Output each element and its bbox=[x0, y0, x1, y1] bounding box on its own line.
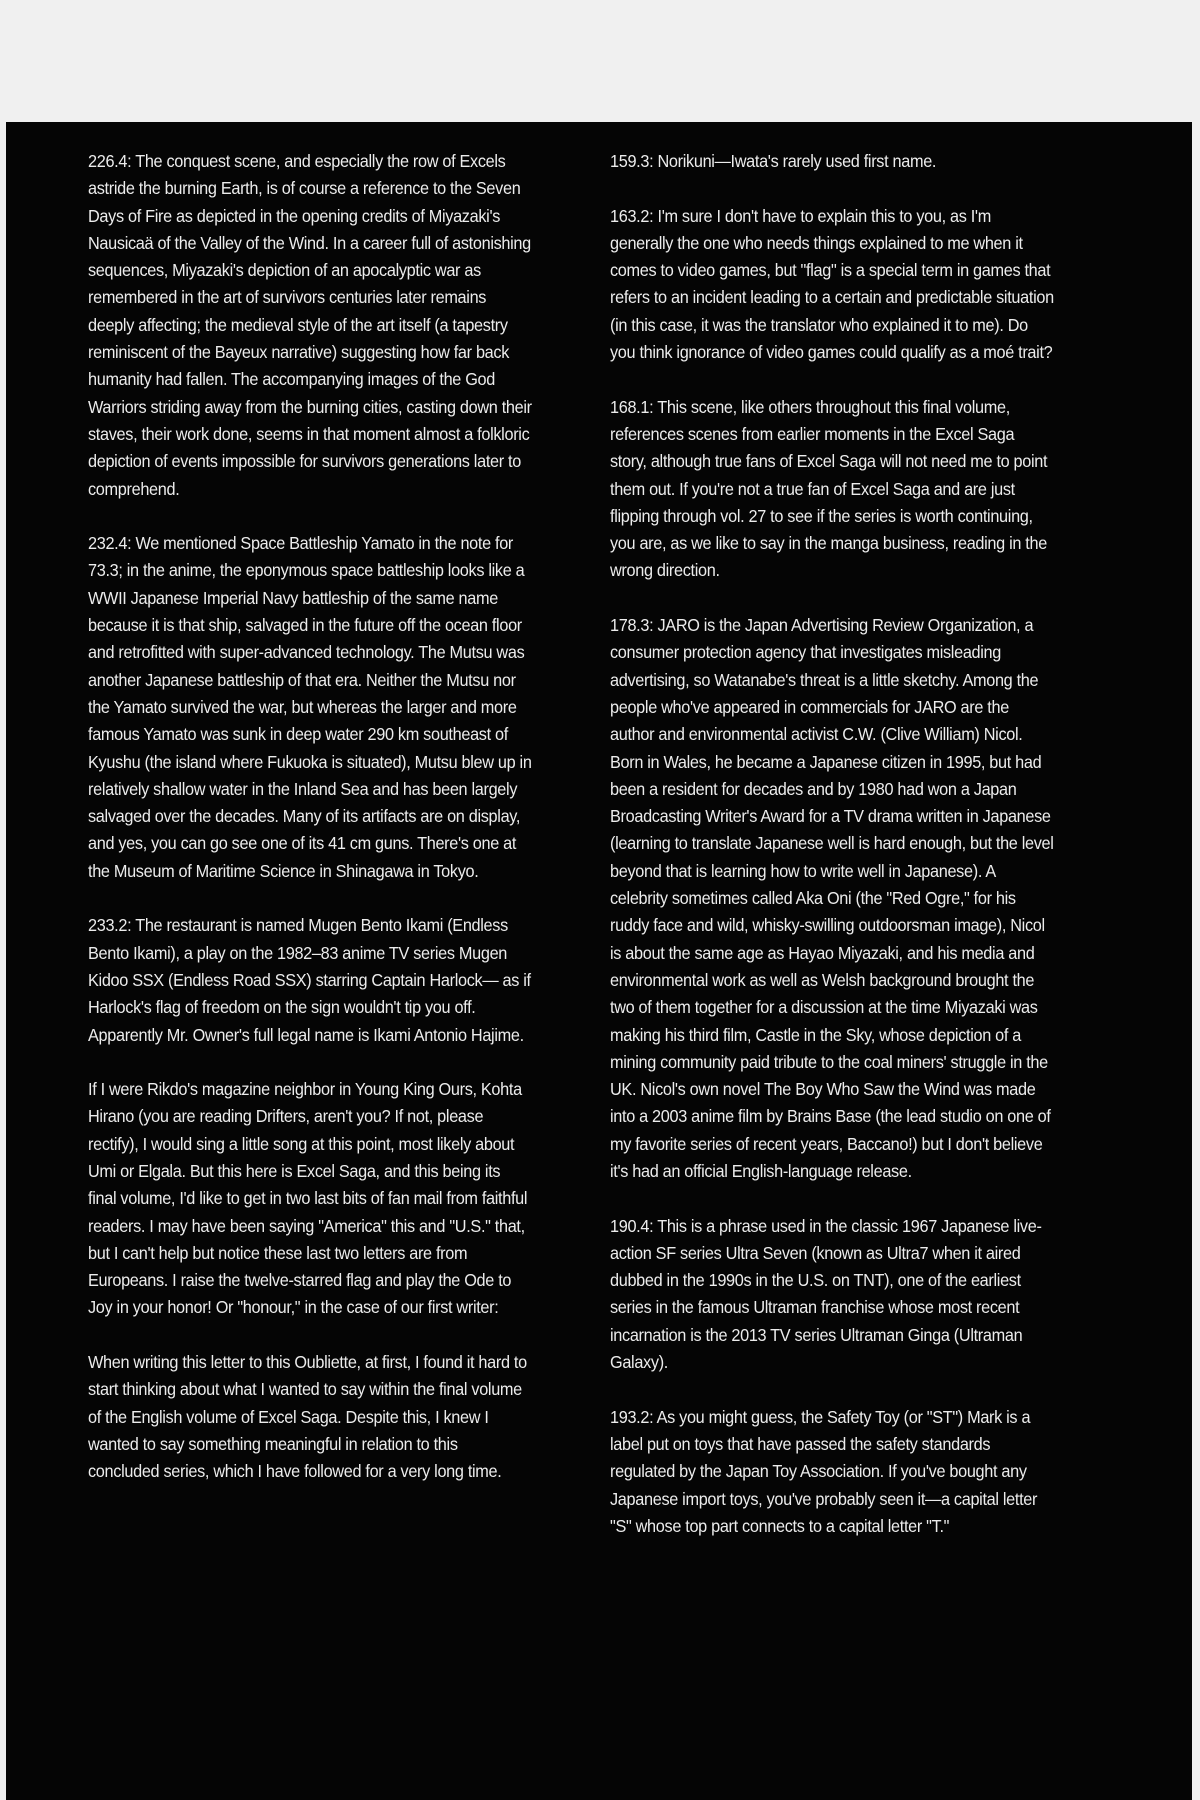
note-text: 232.4: We mentioned Space Battleship Yamato in the note for 73.3; in the anime, the eponymous space battleship looks like a WWII Japanese Imperial Navy battleship of the same name because it is that ship, salvaged in the future off the ocean floor and retrofitted with super-advanced technology. The Mutsu was another Japanese battleship of that era. Neither the Mutsu nor the Yamato survived the war, but whereas the larger and more famous Yamato was sunk in deep water 290 km southeast of Kyushu (the island where Fukuoka is situated), Mutsu blew up in relatively shallow water in the Inland Sea and has been largely salvaged over the decades. Many of its artifacts are on display, and yes, you can go see one of its 41 cm guns. There's one at the Museum of Maritime Science in Shinagawa in Tokyo. bbox=[88, 533, 532, 881]
letters-intro bbox=[88, 1076, 533, 1322]
note-159-3 bbox=[610, 148, 1055, 175]
note-163-2 bbox=[610, 203, 1055, 367]
note-233-2 bbox=[88, 912, 533, 1048]
note-178-3 bbox=[610, 612, 1055, 1185]
right-column bbox=[610, 148, 1055, 1567]
note-text: 226.4: The conquest scene, and especially the row of Excels astride the burning Earth, is of course a reference to the Seven Days of Fire as depicted in the opening credits of Miyazaki's Nausicaä of the Valley of the Wind. In a career full of astonishing sequences, Miyazaki's depiction of an apocalyptic war as remembered in the art of survivors centuries later remains deeply affecting; the medieval style of the art itself (a tapestry reminiscent of the Bayeux narrative) suggesting how far back humanity had fallen. The accompanying images of the God Warriors striding away from the burning cities, casting down their staves, their work done, seems in that moment almost a folkloric depiction of events impossible for survivors generations later to comprehend. bbox=[88, 151, 532, 499]
note-text: 163.2: I'm sure I don't have to explain this to you, as I'm generally the one who needs things explained to me when it comes to video games, but "flag" is a special term in games that refers to an incident leading to a certain and predictable situation (in this case, it was the translator who explained it to me). Do you think ignorance of video games could qualify as a moé trait? bbox=[610, 205, 1054, 363]
note-text: 159.3: Norikuni—Iwata's rarely used first name. bbox=[610, 151, 937, 171]
note-text: 168.1: This scene, like others throughout this final volume, references scenes from earlier moments in the Excel Saga story, although true fans of Excel Saga will not need me to point them out. If you're not a true fan of Excel Saga and are just flipping through vol. 27 to see if the series is worth continuing, you are, as we like to say in the manga business, reading in the wrong direction. bbox=[610, 396, 1048, 581]
note-text: 233.2: The restaurant is named Mugen Bento Ikami (Endless Bento Ikami), a play on the 1982–83 anime TV series Mugen Kidoo SSX (Endless Road SSX) starring Captain Harlock— as if Harlock's flag of freedom on the sign wouldn't tip you off. Apparently Mr. Owner's full legal name is Ikami Antonio Hajime. bbox=[88, 915, 531, 1045]
note-text: If I were Rikdo's magazine neighbor in Young King Ours, Kohta Hirano (you are reading Drifters, aren't you? If not, please rectify), I would sing a little song at this point, most likely about Umi or Elgala. But this here is Excel Saga, and this being its final volume, I'd like to get in two last bits of fan mail from faithful readers. I may have been saying "America" this and "U.S." that, but I can't help but notice these last two letters are from Europeans. I raise the twelve-starred flag and play the Ode to Joy in your honor! Or "honour," in the case of our first writer: bbox=[88, 1079, 528, 1318]
note-text: When writing this letter to this Oubliette, at first, I found it hard to start thinking about what I wanted to say within the final volume of the English volume of Excel Saga. Despite this, I knew I wanted to say something meaningful in relation to this concluded series, which I have followed for a very long time. bbox=[88, 1352, 527, 1482]
note-168-1 bbox=[610, 394, 1055, 585]
note-232-4 bbox=[88, 530, 533, 885]
note-text: 178.3: JARO is the Japan Advertising Review Organization, a consumer protection agency that investigates misleading advertising, so Watanabe's threat is a little sketchy. Among the people who've appeared in commercials for JARO are the author and environmental activist C.W. (Clive William) Nicol. Born in Wales, he became a Japanese citizen in 1995, but had been a resident for decades and by 1980 had won a Japan Broadcasting Writer's Award for a TV drama written in Japanese (learning to translate Japanese well is hard enough, but the level beyond that is learning how to write well in Japanese). A celebrity sometimes called Aka Oni (the "Red Ogre," for his ruddy face and wild, whisky-swilling outdoorsman image), Nicol is about the same age as Hayao Miyazaki, and his media and environmental work as well as Welsh background brought the two of them together for a discussion at the time Miyazaki was making his third film, Castle in the Sky, whose depiction of a mining community paid tribute to the coal miners' struggle in the UK. Nicol's own novel The Boy Who Saw the Wind was made into a 2003 anime film by Brains Base (the lead studio on one of my favorite series of recent years, Baccano!) but I don't believe it's had an official English-language release. bbox=[610, 615, 1054, 1181]
note-193-2 bbox=[610, 1404, 1055, 1540]
fan-letter bbox=[88, 1349, 533, 1485]
left-column bbox=[88, 148, 533, 1513]
note-text: 193.2: As you might guess, the Safety Toy (or "ST") Mark is a label put on toys that have passed the safety standards regulated by the Japan Toy Association. If you've bought any Japanese import toys, you've probably seen it—a capital letter "S" whose top part connects to a capital letter "T." bbox=[610, 1406, 1038, 1536]
note-text: 190.4: This is a phrase used in the classic 1967 Japanese live-action SF series Ultra Seven (known as Ultra7 when it aired dubbed in the 1990s in the U.S. on TNT), one of the earliest series in the famous Ultraman franchise whose most recent incarnation is the 2013 TV series Ultraman Ginga (Ultraman Galaxy). bbox=[610, 1215, 1042, 1373]
note-226-4 bbox=[88, 148, 533, 503]
note-190-4 bbox=[610, 1213, 1055, 1377]
